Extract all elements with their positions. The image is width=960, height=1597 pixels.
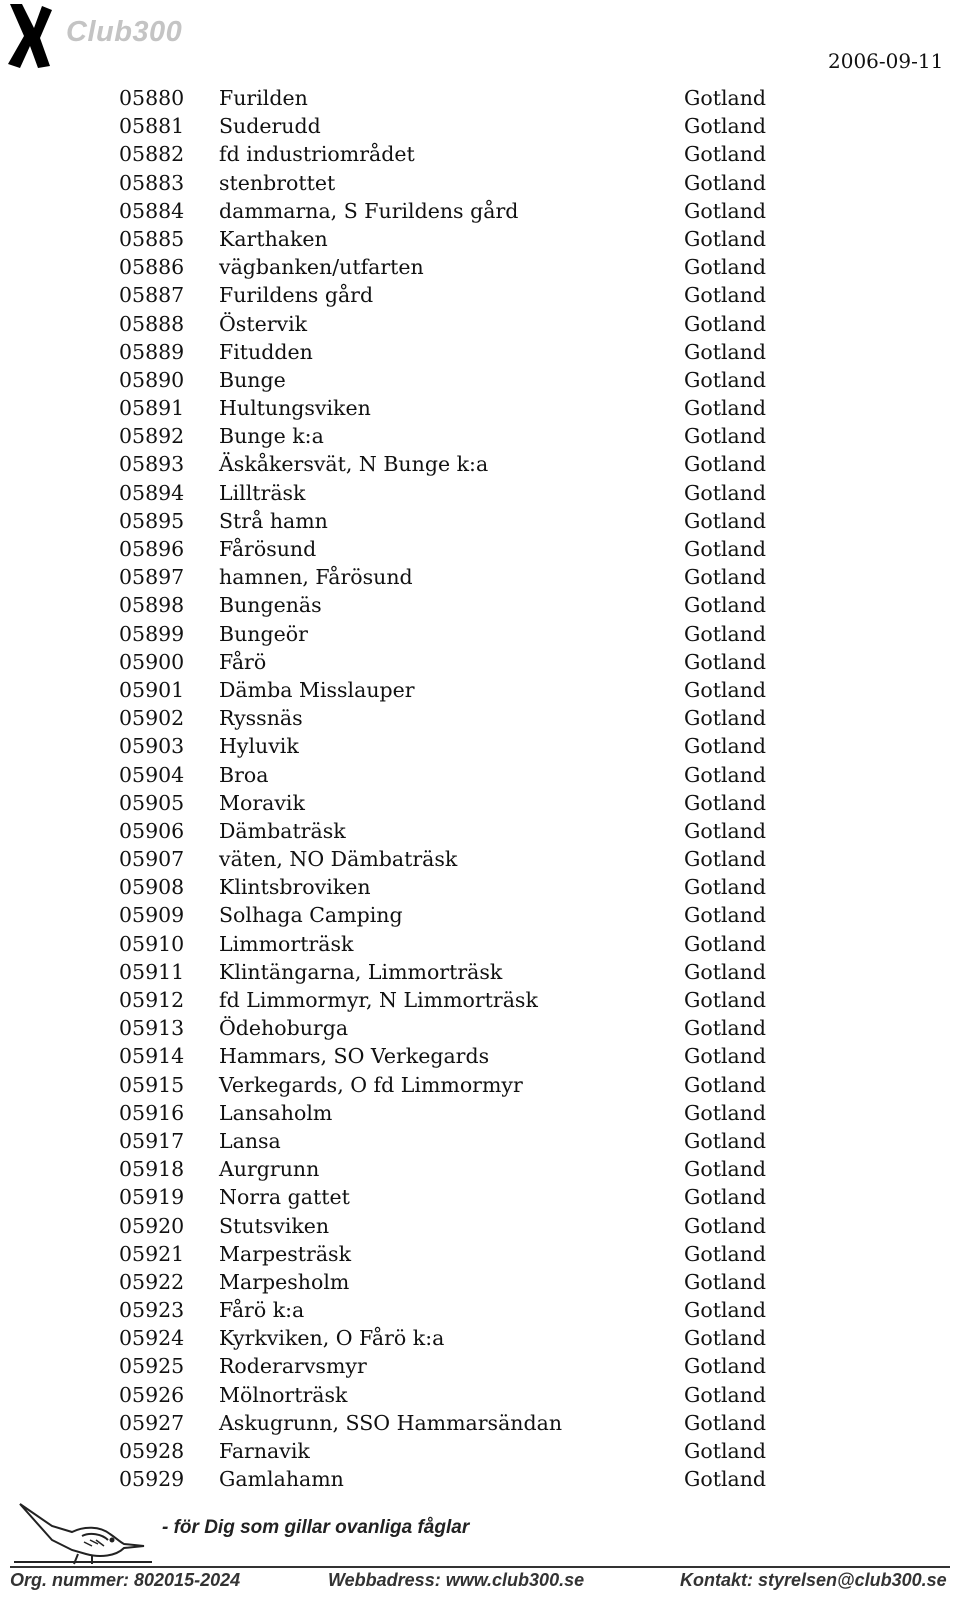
location-code: 05900 bbox=[119, 649, 185, 674]
location-code: 05914 bbox=[119, 1044, 185, 1069]
location-code: 05927 bbox=[119, 1410, 185, 1435]
location-region: Gotland bbox=[684, 424, 767, 449]
list-item bbox=[119, 535, 799, 563]
location-code: 05904 bbox=[119, 762, 185, 787]
location-region: Gotland bbox=[684, 1044, 767, 1069]
location-code: 05915 bbox=[119, 1072, 185, 1097]
location-region: Gotland bbox=[684, 1072, 767, 1097]
list-item bbox=[119, 676, 799, 704]
list-item bbox=[119, 901, 799, 929]
list-item bbox=[119, 197, 799, 225]
location-name: Dämba Misslauper bbox=[219, 677, 415, 702]
location-name: Lansaholm bbox=[219, 1100, 333, 1125]
location-code: 05895 bbox=[119, 508, 185, 533]
location-code: 05926 bbox=[119, 1382, 185, 1407]
location-code: 05882 bbox=[119, 142, 185, 167]
location-code: 05917 bbox=[119, 1128, 185, 1153]
list-item bbox=[119, 1183, 799, 1211]
list-item bbox=[119, 422, 799, 450]
location-code: 05921 bbox=[119, 1241, 185, 1266]
location-name: Östervik bbox=[219, 311, 308, 336]
location-code: 05897 bbox=[119, 565, 185, 590]
location-region: Gotland bbox=[684, 649, 767, 674]
location-region: Gotland bbox=[684, 226, 767, 251]
list-item bbox=[119, 789, 799, 817]
location-name: Ryssnäs bbox=[219, 706, 303, 731]
location-code: 05929 bbox=[119, 1467, 185, 1492]
location-code: 05881 bbox=[119, 114, 185, 139]
location-name: Dämbaträsk bbox=[219, 818, 346, 843]
location-region: Gotland bbox=[684, 537, 767, 561]
list-item bbox=[119, 930, 799, 958]
location-name: Roderarvsmyr bbox=[219, 1354, 367, 1379]
location-code: 05896 bbox=[119, 537, 185, 561]
location-name: Fårösund bbox=[219, 537, 317, 561]
location-region: Gotland bbox=[684, 621, 767, 646]
location-region: Gotland bbox=[684, 847, 767, 872]
location-region: Gotland bbox=[684, 1241, 767, 1266]
list-item bbox=[119, 1465, 799, 1493]
location-code: 05911 bbox=[119, 959, 185, 984]
location-code: 05898 bbox=[119, 593, 185, 618]
location-name: Limmorträsk bbox=[219, 931, 354, 956]
location-region: Gotland bbox=[684, 170, 767, 195]
list-item bbox=[119, 620, 799, 648]
location-code: 05884 bbox=[119, 198, 185, 223]
location-code: 05905 bbox=[119, 790, 185, 815]
location-region: Gotland bbox=[684, 1298, 767, 1323]
location-name: Karthaken bbox=[219, 226, 328, 251]
location-name: Strå hamn bbox=[219, 508, 328, 533]
list-item bbox=[119, 1240, 799, 1268]
location-region: Gotland bbox=[684, 1185, 767, 1210]
location-name: Äskåkersvät, N Bunge k:a bbox=[219, 452, 489, 477]
location-name: Fitudden bbox=[219, 339, 313, 364]
location-region: Gotland bbox=[684, 565, 767, 590]
list-item bbox=[119, 140, 799, 168]
location-region: Gotland bbox=[684, 1269, 767, 1294]
location-region: Gotland bbox=[684, 367, 767, 392]
location-region: Gotland bbox=[684, 142, 767, 167]
location-region: Gotland bbox=[684, 1100, 767, 1125]
location-region: Gotland bbox=[684, 283, 767, 308]
location-name: Hyluvik bbox=[219, 734, 299, 759]
location-name: Verkegards, O fd Limmormyr bbox=[219, 1072, 523, 1097]
location-region: Gotland bbox=[684, 1382, 767, 1407]
location-code: 05888 bbox=[119, 311, 185, 336]
location-name: Lillträsk bbox=[219, 480, 306, 505]
location-region: Gotland bbox=[684, 311, 767, 336]
location-code: 05902 bbox=[119, 706, 185, 731]
location-region: Gotland bbox=[684, 1467, 767, 1492]
list-item bbox=[119, 648, 799, 676]
location-code: 05885 bbox=[119, 226, 185, 251]
location-region: Gotland bbox=[684, 875, 767, 900]
list-item bbox=[119, 84, 799, 112]
location-name: Furildens gård bbox=[219, 283, 374, 308]
location-name: Suderudd bbox=[219, 114, 321, 139]
list-item bbox=[119, 1127, 799, 1155]
list-item bbox=[119, 1071, 799, 1099]
website-address[interactable]: Webbadress: www.club300.se bbox=[328, 1570, 585, 1590]
location-region: Gotland bbox=[684, 114, 767, 139]
list-item bbox=[119, 253, 799, 281]
location-code: 05894 bbox=[119, 480, 185, 505]
location-code: 05919 bbox=[119, 1185, 185, 1210]
location-region: Gotland bbox=[684, 818, 767, 843]
location-name: Kyrkviken, O Fårö k:a bbox=[219, 1326, 445, 1351]
location-region: Gotland bbox=[684, 1016, 767, 1041]
location-code: 05899 bbox=[119, 621, 185, 646]
location-name: fd Limmormyr, N Limmorträsk bbox=[219, 988, 538, 1012]
location-list bbox=[119, 84, 799, 1493]
list-item bbox=[119, 563, 799, 591]
location-code: 05906 bbox=[119, 818, 185, 843]
list-item bbox=[119, 986, 799, 1014]
location-region: Gotland bbox=[684, 762, 767, 787]
list-item bbox=[119, 1014, 799, 1042]
list-item bbox=[119, 1212, 799, 1240]
location-region: Gotland bbox=[684, 931, 767, 956]
location-region: Gotland bbox=[684, 452, 767, 477]
location-region: Gotland bbox=[684, 1128, 767, 1153]
bird-illustration-icon bbox=[12, 1496, 162, 1566]
list-item bbox=[119, 394, 799, 422]
location-region: Gotland bbox=[684, 1213, 767, 1238]
location-code: 05891 bbox=[119, 396, 185, 421]
list-item bbox=[119, 1352, 799, 1380]
list-item bbox=[119, 1437, 799, 1465]
location-name: Marpesholm bbox=[219, 1269, 350, 1294]
location-region: Gotland bbox=[684, 593, 767, 618]
location-code: 05922 bbox=[119, 1269, 185, 1294]
location-name: Ödehoburga bbox=[219, 1016, 349, 1041]
location-name: Norra gattet bbox=[219, 1185, 350, 1210]
list-item bbox=[119, 450, 799, 478]
location-name: stenbrottet bbox=[219, 170, 336, 195]
list-item bbox=[119, 873, 799, 901]
location-code: 05912 bbox=[119, 988, 185, 1012]
location-name: Broa bbox=[219, 762, 269, 787]
location-region: Gotland bbox=[684, 988, 767, 1012]
location-code: 05913 bbox=[119, 1016, 185, 1041]
list-item bbox=[119, 817, 799, 845]
location-name: Askugrunn, SSO Hammarsändan bbox=[219, 1410, 563, 1435]
location-code: 05909 bbox=[119, 903, 185, 928]
location-code: 05910 bbox=[119, 931, 185, 956]
location-name: Gamlahamn bbox=[219, 1467, 344, 1492]
location-code: 05923 bbox=[119, 1298, 185, 1323]
list-item bbox=[119, 366, 799, 394]
list-item bbox=[119, 507, 799, 535]
list-item bbox=[119, 1296, 799, 1324]
location-region: Gotland bbox=[684, 734, 767, 759]
location-region: Gotland bbox=[684, 480, 767, 505]
location-code: 05889 bbox=[119, 339, 185, 364]
footer-divider bbox=[10, 1566, 950, 1568]
location-code: 05928 bbox=[119, 1439, 185, 1463]
location-name: Hammars, SO Verkegards bbox=[219, 1044, 490, 1069]
location-code: 05883 bbox=[119, 170, 185, 195]
location-name: Farnavik bbox=[219, 1439, 310, 1463]
list-item bbox=[119, 1381, 799, 1409]
location-region: Gotland bbox=[684, 86, 767, 110]
location-region: Gotland bbox=[684, 903, 767, 928]
location-region: Gotland bbox=[684, 959, 767, 984]
location-name: Klintängarna, Limmorträsk bbox=[219, 959, 503, 984]
list-item bbox=[119, 479, 799, 507]
list-item bbox=[119, 1324, 799, 1352]
location-name: Mölnorträsk bbox=[219, 1382, 348, 1407]
org-number: Org. nummer: 802015-2024 bbox=[10, 1570, 241, 1590]
location-region: Gotland bbox=[684, 1354, 767, 1379]
location-code: 05920 bbox=[119, 1213, 185, 1238]
list-item bbox=[119, 310, 799, 338]
list-item bbox=[119, 1099, 799, 1127]
location-region: Gotland bbox=[684, 339, 767, 364]
logo-text: Club300 bbox=[66, 16, 183, 48]
location-name: Klintsbroviken bbox=[219, 875, 371, 900]
location-name: Stutsviken bbox=[219, 1213, 330, 1238]
location-region: Gotland bbox=[684, 1326, 767, 1351]
list-item bbox=[119, 169, 799, 197]
location-code: 05903 bbox=[119, 734, 185, 759]
list-item bbox=[119, 338, 799, 366]
list-item bbox=[119, 591, 799, 619]
location-name: vägbanken/utfarten bbox=[219, 255, 424, 280]
location-name: Bunge bbox=[219, 367, 286, 392]
list-item bbox=[119, 112, 799, 140]
location-name: Fårö bbox=[219, 649, 267, 674]
club300-logo bbox=[4, 2, 214, 72]
location-code: 05908 bbox=[119, 875, 185, 900]
location-name: Moravik bbox=[219, 790, 305, 815]
location-code: 05886 bbox=[119, 255, 185, 280]
location-code: 05893 bbox=[119, 452, 185, 477]
list-item bbox=[119, 761, 799, 789]
location-name: väten, NO Dämbaträsk bbox=[219, 847, 458, 872]
location-name: Aurgrunn bbox=[219, 1157, 320, 1182]
location-name: Hultungsviken bbox=[219, 396, 371, 421]
list-item bbox=[119, 1409, 799, 1437]
list-item bbox=[119, 845, 799, 873]
location-name: hamnen, Fårösund bbox=[219, 565, 413, 590]
x-logo-icon bbox=[4, 2, 64, 72]
tagline: - för Dig som gillar ovanliga fåglar bbox=[162, 1517, 470, 1538]
location-code: 05890 bbox=[119, 367, 185, 392]
location-name: Fårö k:a bbox=[219, 1298, 305, 1323]
location-name: Bungenäs bbox=[219, 593, 322, 618]
location-name: Lansa bbox=[219, 1128, 281, 1153]
location-region: Gotland bbox=[684, 706, 767, 731]
location-region: Gotland bbox=[684, 1157, 767, 1182]
location-name: Bungeör bbox=[219, 621, 308, 646]
location-code: 05887 bbox=[119, 283, 185, 308]
list-item bbox=[119, 1155, 799, 1183]
contact-email[interactable]: Kontakt: styrelsen@club300.se bbox=[680, 1570, 947, 1590]
location-name: Furilden bbox=[219, 86, 308, 110]
location-code: 05918 bbox=[119, 1157, 185, 1182]
list-item bbox=[119, 958, 799, 986]
list-item bbox=[119, 281, 799, 309]
location-name: Marpesträsk bbox=[219, 1241, 351, 1266]
location-region: Gotland bbox=[684, 1439, 767, 1463]
location-code: 05924 bbox=[119, 1326, 185, 1351]
location-code: 05901 bbox=[119, 677, 185, 702]
location-name: Bunge k:a bbox=[219, 424, 324, 449]
location-name: dammarna, S Furildens gård bbox=[219, 198, 519, 223]
location-code: 05880 bbox=[119, 86, 185, 110]
list-item bbox=[119, 1268, 799, 1296]
location-region: Gotland bbox=[684, 396, 767, 421]
location-region: Gotland bbox=[684, 677, 767, 702]
location-region: Gotland bbox=[684, 255, 767, 280]
location-region: Gotland bbox=[684, 790, 767, 815]
list-item bbox=[119, 732, 799, 760]
location-code: 05916 bbox=[119, 1100, 185, 1125]
location-code: 05892 bbox=[119, 424, 185, 449]
location-code: 05925 bbox=[119, 1354, 185, 1379]
location-region: Gotland bbox=[684, 508, 767, 533]
location-name: fd industriområdet bbox=[219, 142, 415, 167]
document-date: 2006-09-11 bbox=[828, 49, 944, 73]
list-item bbox=[119, 704, 799, 732]
list-item bbox=[119, 225, 799, 253]
location-name: Solhaga Camping bbox=[219, 903, 403, 928]
location-region: Gotland bbox=[684, 198, 767, 223]
location-code: 05907 bbox=[119, 847, 185, 872]
location-region: Gotland bbox=[684, 1410, 767, 1435]
list-item bbox=[119, 1042, 799, 1070]
